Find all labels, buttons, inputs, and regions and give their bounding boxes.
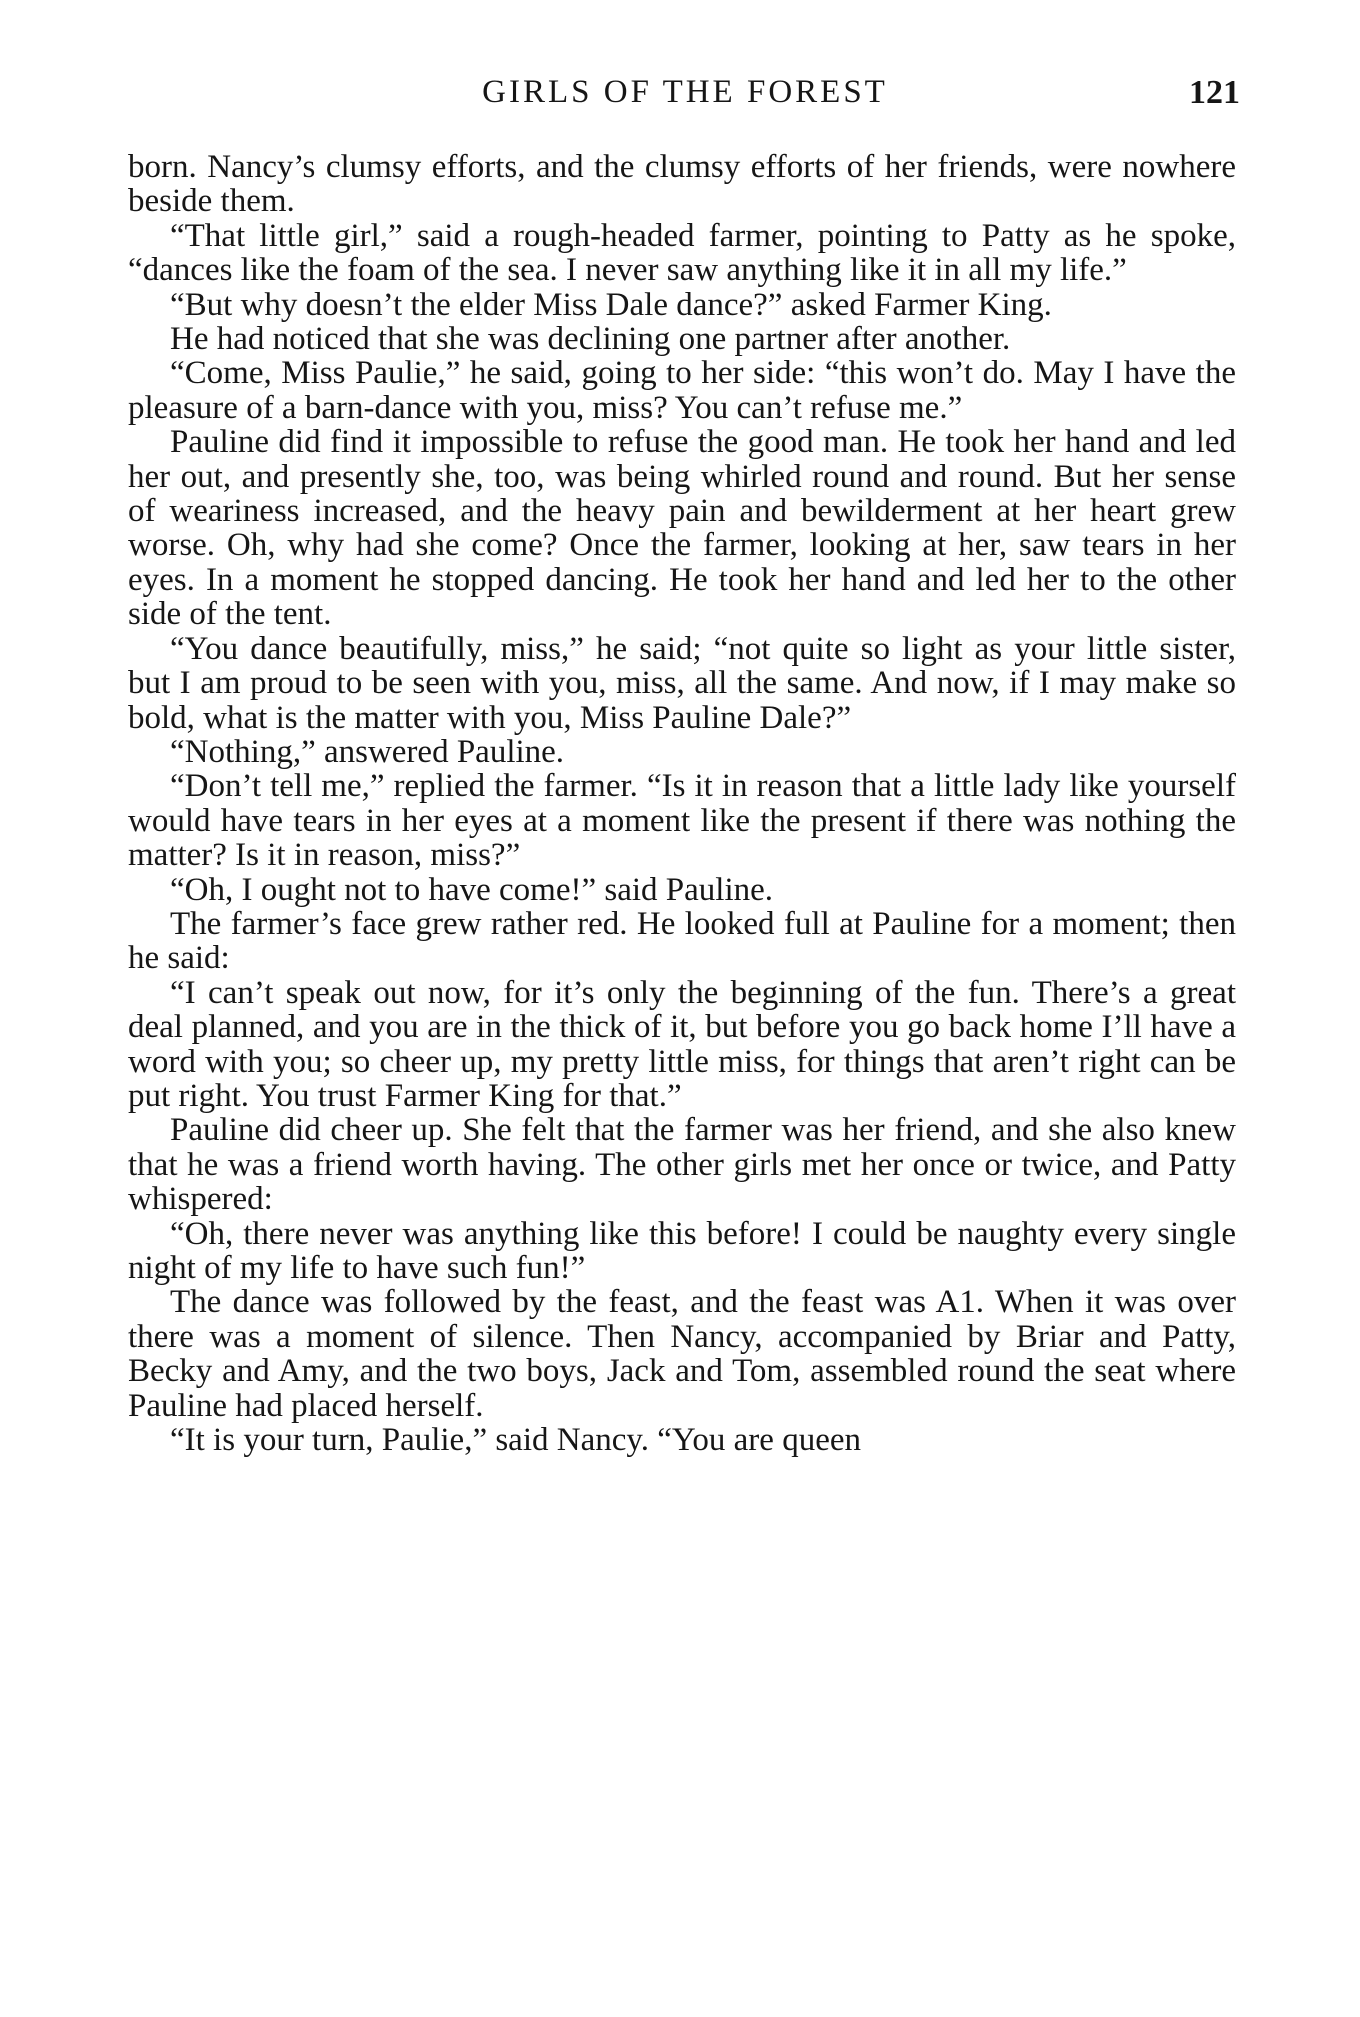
body-text [128, 150, 1236, 1457]
paragraph: “Oh, there never was anything like this before! I could be naughty every single night of my life to have such fun!” [128, 1215, 1236, 1286]
paragraph: Pauline did cheer up. She felt that the farmer was her friend, and she also knew that he was a friend worth having. The other girls met her once or twice, and Patty whispered: [128, 1112, 1236, 1218]
paragraph: “You dance beautifully, miss,” he said; “not quite so light as your little sister, but I am proud to be seen with you, miss, all the same. And now, if I may make so bold, what is the matter with you, Miss Pauline Dale?” [128, 630, 1236, 736]
paragraph: “Nothing,” answered Pauline. [170, 733, 565, 770]
paragraph: “That little girl,” said a rough-headed farmer, pointing to Patty as he spoke, “dances like the foam of the sea. I never saw anything like it in all my life.” [128, 217, 1236, 289]
paragraph: The dance was followed by the feast, and the feast was A1. When it was over there was a moment of silence. Then Nancy, accompanied by Briar and Patty, Becky and Amy, and the two boys, Jack and Tom, assembled round the seat where Pauline had placed herself. [128, 1284, 1236, 1424]
page-number: 121 [1189, 74, 1240, 111]
paragraph: Pauline did find it impossible to refuse the good man. He took her hand and led her out, and presently she, too, was being whirled round and round. But her sense of weariness increased, and the heavy pain and bewilderment at her heart grew worse. Oh, why had she come? Once the farmer, looking at her, saw tears in her eyes. In a moment he stopped dancing. He took her hand and led her to the other side of the tent. [128, 424, 1236, 633]
paragraph: “It is your turn, Paulie,” said Nancy. “You are queen [170, 1422, 861, 1459]
paragraph: He had noticed that she was declining one partner after another. [170, 321, 1011, 358]
running-head: GIRLS OF THE FOREST [482, 74, 888, 110]
page-header [130, 74, 1240, 114]
paragraph: “Oh, I ought not to have come!” said Pauline. [170, 871, 774, 908]
paragraph: born. Nancy’s clumsy efforts, and the clumsy efforts of her friends, were nowhere beside them. [128, 149, 1236, 220]
paragraph: “Don’t tell me,” replied the farmer. “Is it in reason that a little lady like yourself would have tears in her eyes at a moment like the present if there was nothing the matter? Is it in reason, miss?” [128, 768, 1236, 874]
paragraph: “Come, Miss Paulie,” he said, going to her side: “this won’t do. May I have the pleasure of a barn-dance with you, miss? You can’t refuse me.” [128, 355, 1236, 426]
paragraph: The farmer’s face grew rather red. He looked full at Pauline for a moment; then he said: [128, 905, 1236, 977]
paragraph: “But why doesn’t the elder Miss Dale dance?” asked Farmer King. [170, 286, 1052, 323]
paragraph: “I can’t speak out now, for it’s only the beginning of the fun. There’s a great deal planned, and you are in the thick of it, but before you go back home I’ll have a word with you; so cheer up, my pretty little miss, for things that aren’t right can be put right. You trust Farmer King for that.” [128, 974, 1236, 1114]
